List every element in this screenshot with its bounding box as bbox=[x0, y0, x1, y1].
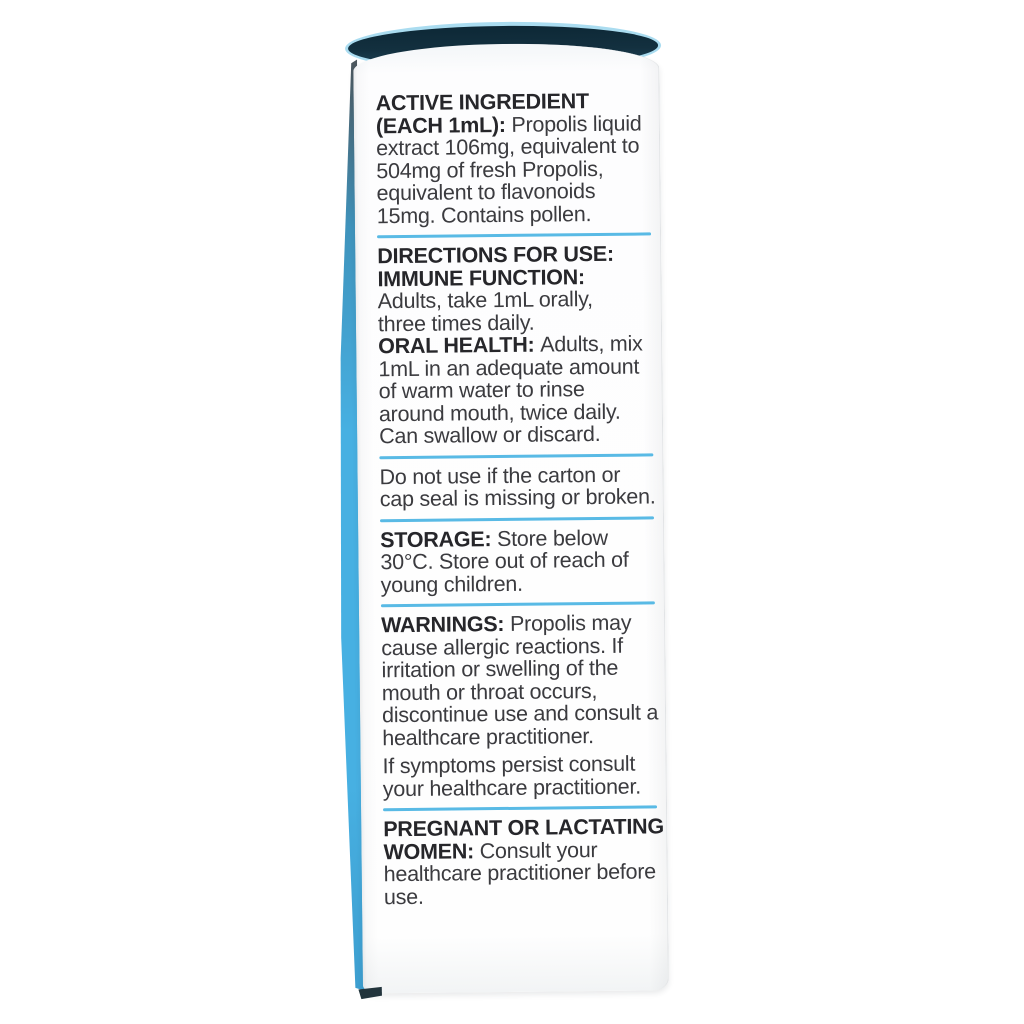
label-body-text: healthcare practitioner. bbox=[382, 723, 594, 750]
label-bold-text: ORAL HEALTH: bbox=[378, 332, 541, 359]
label-line bbox=[384, 860, 660, 885]
label-body-text: 1mL in an adequate amount bbox=[378, 354, 640, 381]
label-line bbox=[381, 571, 657, 596]
label-section-directions-for-use bbox=[377, 242, 655, 447]
label-body-text: 15mg. Contains pollen. bbox=[376, 201, 592, 228]
label-body-text: Consult your bbox=[479, 837, 598, 863]
label-bold-text: DIRECTIONS FOR USE: bbox=[377, 241, 614, 269]
label-body-text: healthcare practitioner before bbox=[383, 859, 657, 887]
label-line bbox=[378, 287, 654, 312]
label-paragraph bbox=[382, 752, 658, 800]
label-paragraph bbox=[377, 242, 655, 447]
label-body-text: Adults, take 1mL orally, bbox=[377, 287, 593, 314]
label-line bbox=[383, 775, 659, 800]
label-line bbox=[379, 400, 655, 425]
label-line bbox=[377, 202, 653, 227]
label-section-tamper-warning bbox=[379, 463, 655, 511]
label-line bbox=[377, 265, 653, 290]
section-divider bbox=[381, 601, 655, 607]
section-divider bbox=[383, 805, 657, 811]
label-body-text: cap seal is missing or broken. bbox=[379, 484, 656, 512]
label-body-text: of warm water to rinse bbox=[378, 377, 585, 404]
label-body-text: irritation or swelling of the bbox=[381, 655, 619, 683]
label-line bbox=[379, 422, 655, 447]
label-paragraph bbox=[379, 463, 655, 511]
label-line bbox=[380, 485, 656, 510]
label-paragraph bbox=[380, 526, 657, 596]
label-body-text: young children. bbox=[380, 571, 523, 597]
label-bold-text: WOMEN: bbox=[383, 838, 480, 864]
label-text bbox=[375, 89, 664, 909]
label-section-storage bbox=[380, 526, 657, 596]
section-divider bbox=[380, 516, 654, 522]
label-body-text: Store below bbox=[496, 525, 608, 551]
label-line bbox=[381, 656, 657, 681]
label-body-text: cause allergic reactions. If bbox=[381, 633, 624, 660]
label-section-pregnant-or-lactating bbox=[383, 814, 664, 909]
label-bold-text: STORAGE: bbox=[380, 526, 498, 552]
label-body-text: 504mg of fresh Propolis, bbox=[376, 156, 604, 183]
label-bold-text: ACTIVE INGREDIENT bbox=[375, 89, 589, 116]
label-body-text: use. bbox=[383, 884, 424, 909]
label-bold-text: (EACH 1mL): bbox=[375, 112, 512, 138]
label-body-text: extract 106mg, equivalent to bbox=[375, 133, 640, 161]
label-bold-text: WARNINGS: bbox=[380, 611, 511, 638]
label-section-warnings bbox=[381, 611, 659, 800]
section-divider bbox=[379, 453, 653, 459]
label-body-text: Propolis liquid bbox=[511, 111, 642, 137]
label-bold-text: PREGNANT OR LACTATING bbox=[383, 814, 664, 842]
label-line bbox=[378, 355, 654, 380]
label-body-text: discontinue use and consult a bbox=[381, 700, 659, 728]
label-bold-text: IMMUNE FUNCTION: bbox=[377, 264, 585, 291]
section-divider bbox=[377, 232, 651, 238]
label-body-text: 30°C. Store out of reach of bbox=[380, 547, 629, 575]
label-paragraph bbox=[383, 814, 664, 909]
label-body-text: mouth or throat occurs, bbox=[381, 678, 598, 705]
label-section-active-ingredient bbox=[376, 89, 653, 227]
label-line bbox=[376, 134, 652, 159]
label-body-text: If symptoms persist consult bbox=[382, 751, 636, 779]
label-line bbox=[383, 814, 664, 842]
label-line bbox=[380, 548, 656, 573]
label-body-text: equivalent to flavonoids bbox=[376, 178, 596, 206]
label-body-text: around mouth, twice daily. bbox=[378, 399, 621, 426]
label-paragraph bbox=[381, 611, 658, 749]
label-body-text: Adults, mix bbox=[540, 331, 643, 357]
label-body-text: Propolis may bbox=[509, 610, 632, 636]
box-front-face bbox=[353, 42, 669, 993]
label-line bbox=[382, 701, 658, 726]
label-body-text: Do not use if the carton or bbox=[379, 462, 621, 489]
label-paragraph bbox=[376, 89, 653, 227]
product-box bbox=[331, 18, 671, 1017]
label-line bbox=[382, 724, 658, 749]
label-body-text: your healthcare practitioner. bbox=[382, 774, 642, 801]
label-line bbox=[376, 157, 652, 182]
label-body-text: three times daily. bbox=[377, 310, 535, 336]
label-line bbox=[377, 242, 653, 267]
label-line bbox=[384, 883, 660, 908]
label-body-text: Can swallow or discard. bbox=[379, 421, 601, 449]
label-line bbox=[376, 179, 652, 204]
